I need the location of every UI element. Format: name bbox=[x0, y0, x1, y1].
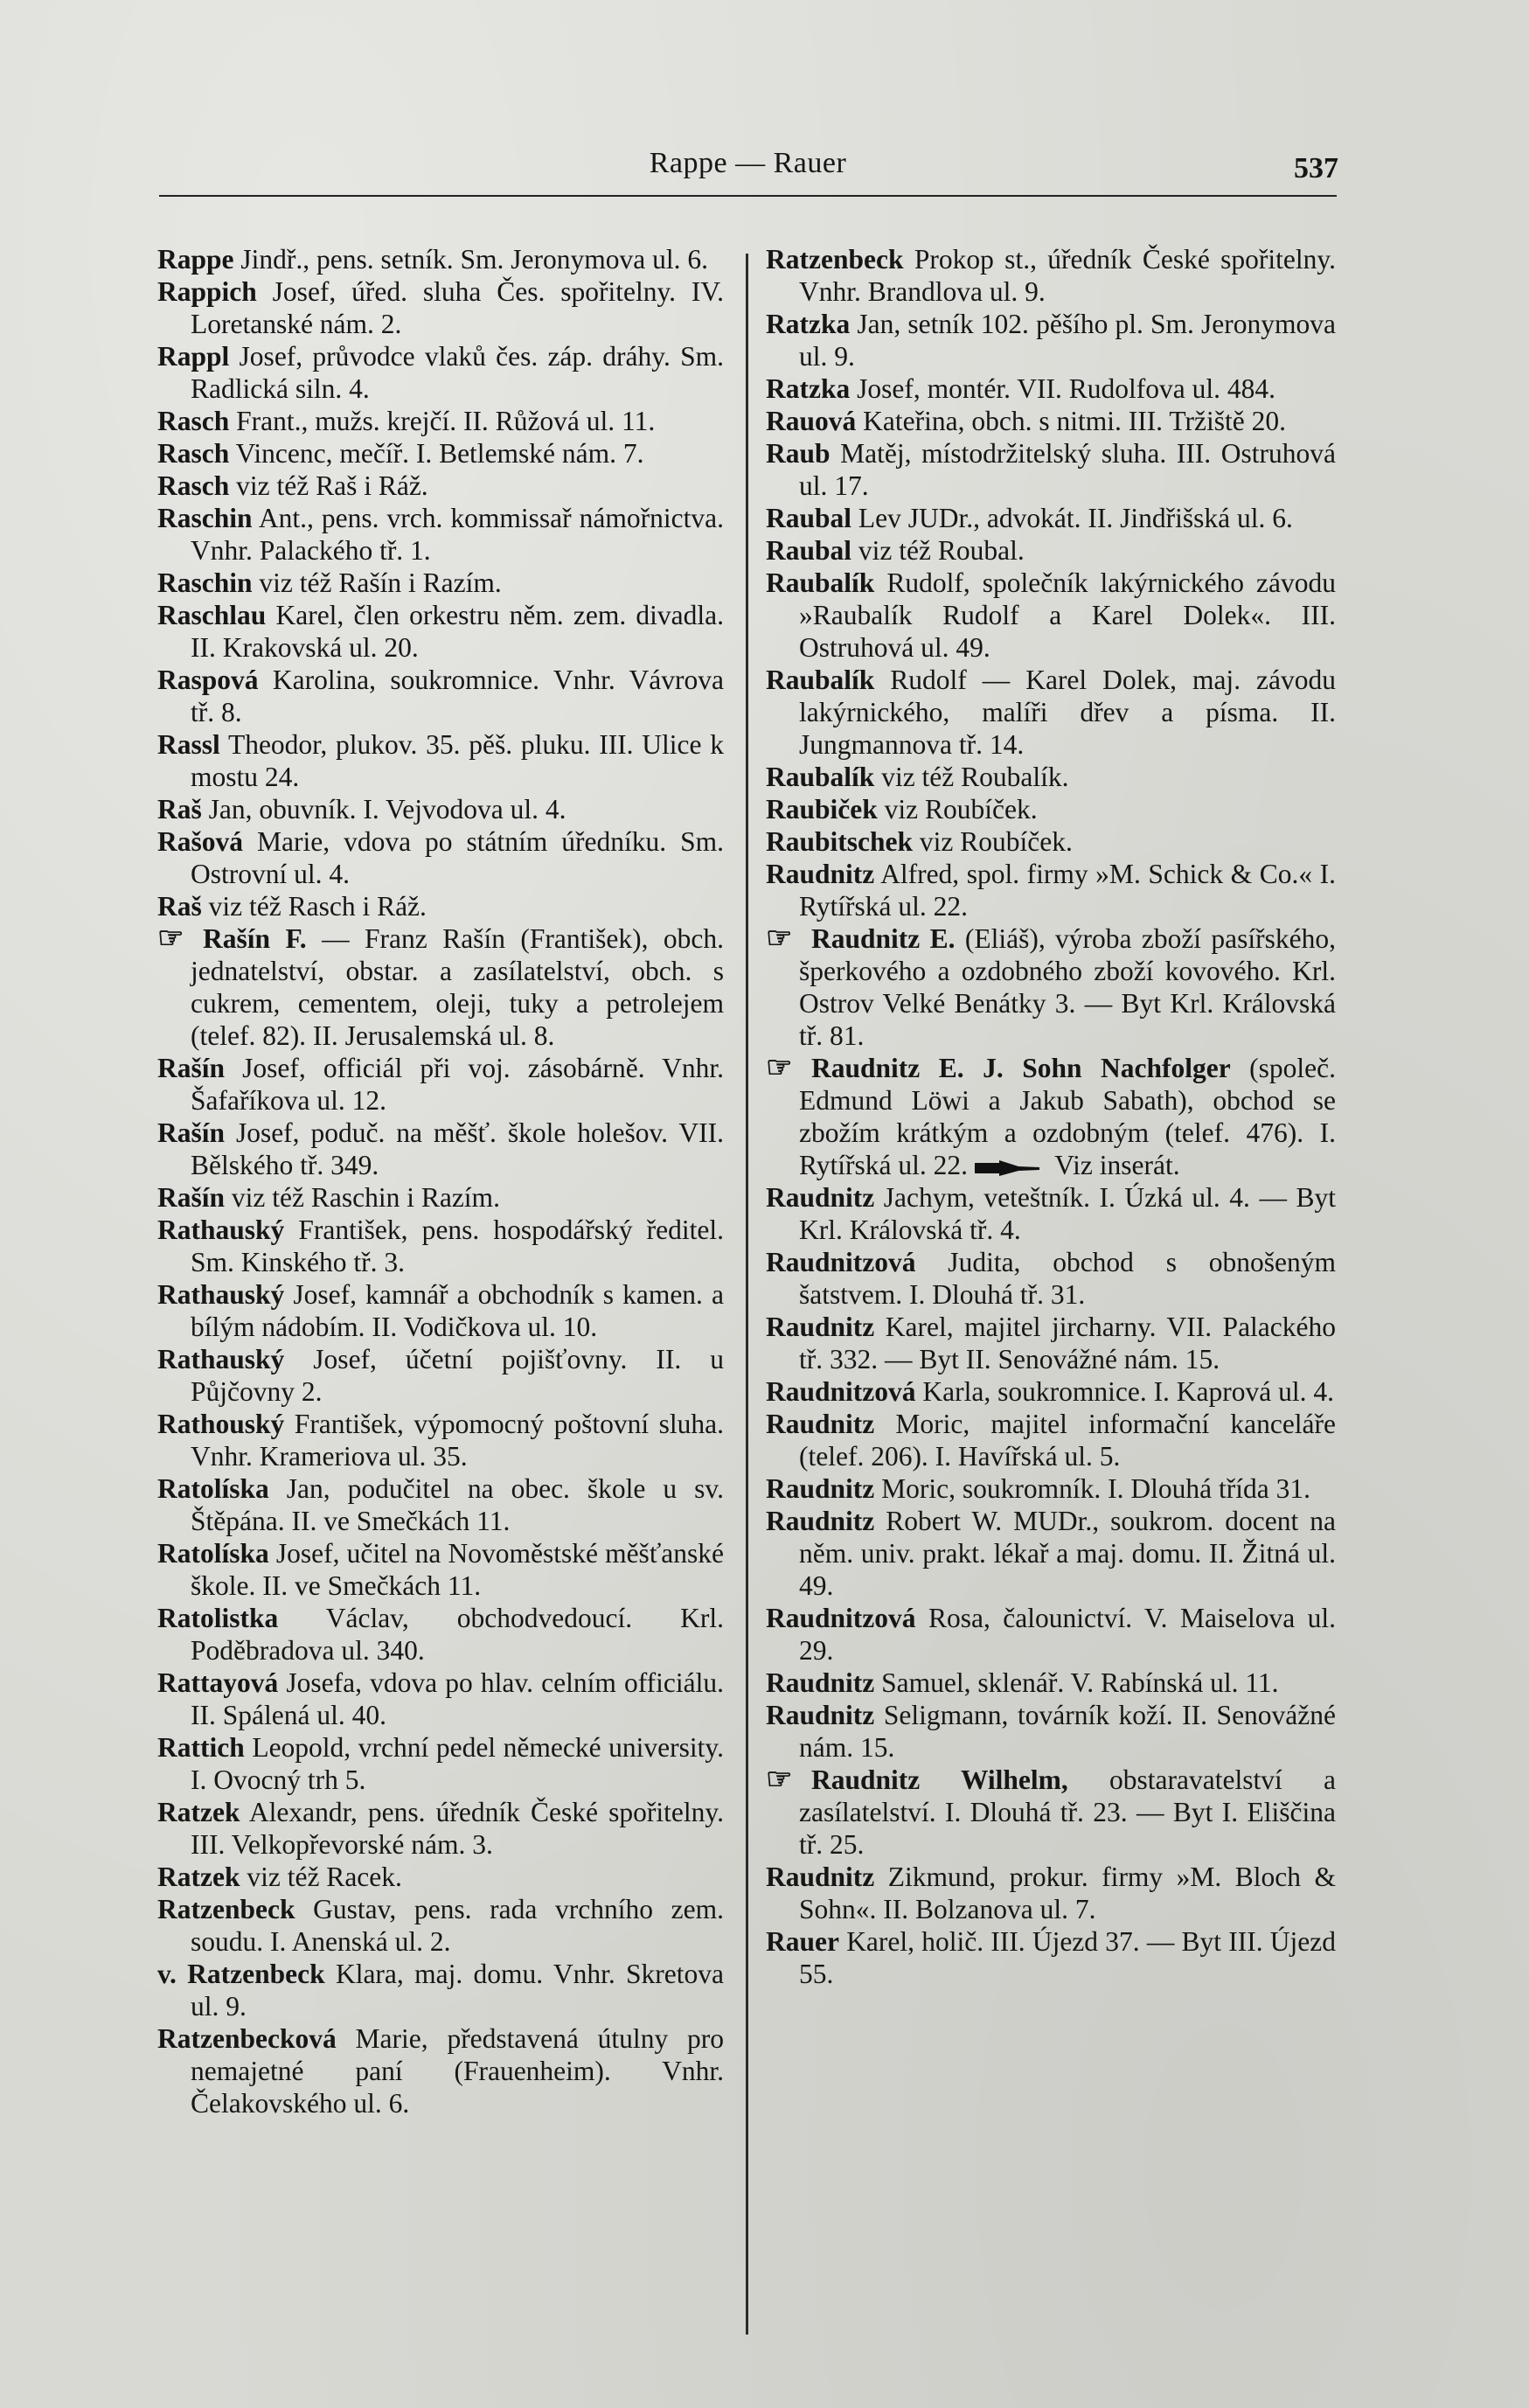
directory-entry bbox=[157, 1602, 724, 1667]
entry-details: Robert W. MUDr., soukrom. docent na něm. univ. prakt. lékař a maj. domu. II. Žitná ul. 49. bbox=[799, 1506, 1336, 1601]
entry-details: František, pens. hospodářský ředitel. Sm. Kinského tř. 3. bbox=[191, 1214, 724, 1277]
entry-details: viz též Rašín i Razím. bbox=[252, 567, 502, 598]
entry-name: Raudnitz bbox=[766, 1312, 875, 1342]
entry-details: Gustav, pens. rada vrchního zem. soudu. I. Anenská ul. 2. bbox=[191, 1894, 724, 1957]
hand-icon: ☞ bbox=[766, 922, 793, 955]
entry-details: Josefa, vdova po hlav. celním officiálu. II. Spálená ul. 40. bbox=[191, 1667, 724, 1730]
entry-details: viz též Raš i Ráž. bbox=[229, 470, 428, 501]
directory-entry bbox=[766, 761, 1336, 793]
entry-details: Lev JUDr., advokát. II. Jindřišská ul. 6. bbox=[851, 503, 1293, 533]
entry-name: Rašín bbox=[157, 1053, 226, 1083]
entry-name: Rassl bbox=[157, 729, 220, 760]
entry-details: Josef, průvodce vlaků čes. záp. dráhy. Sm. Radlická siln. 4. bbox=[191, 341, 724, 404]
entry-name: Ratzenbeck bbox=[766, 244, 904, 275]
entry-details: Karolina, soukromnice. Vnhr. Vávrova tř. 8. bbox=[191, 665, 724, 727]
entry-details: viz Roubíček. bbox=[877, 794, 1038, 825]
directory-entry bbox=[157, 1667, 724, 1731]
entry-details: Josef, úřed. sluha Čes. spořitelny. IV. Loretanské nám. 2. bbox=[191, 276, 724, 339]
entry-name: Raudnitz bbox=[766, 1506, 875, 1536]
entry-details: Moric, soukromník. I. Dlouhá třída 31. bbox=[874, 1473, 1310, 1504]
entry-details: viz Roubíček. bbox=[913, 826, 1073, 857]
entry-name: Raubiček bbox=[766, 794, 878, 825]
directory-entry bbox=[766, 1246, 1336, 1311]
directory-entry bbox=[766, 502, 1336, 534]
right-column bbox=[766, 243, 1336, 1990]
directory-entry bbox=[766, 1181, 1336, 1246]
directory-entry bbox=[157, 1537, 724, 1602]
directory-entry bbox=[766, 922, 1336, 1052]
entry-details: Václav, obchodvedoucí. Krl. Poděbradova ul. 340. bbox=[191, 1603, 724, 1666]
directory-entry bbox=[157, 1472, 724, 1537]
entry-name: Rappich bbox=[157, 276, 257, 307]
directory-entry bbox=[157, 1214, 724, 1278]
entry-details: Jan, podučitel na obec. škole u sv. Štěpána. II. ve Smečkách 11. bbox=[191, 1473, 724, 1536]
entry-name: Raubal bbox=[766, 503, 852, 533]
entry-details: Josef, montér. VII. Rudolfova ul. 484. bbox=[850, 373, 1275, 404]
entry-details: Marie, vdova po státním úředníku. Sm. Ostrovní ul. 4. bbox=[191, 826, 724, 889]
entry-details: Matěj, místodržitelský sluha. III. Ostruhová ul. 17. bbox=[799, 438, 1336, 501]
directory-entry bbox=[766, 243, 1336, 308]
entry-details: Judita, obchod s obnošeným šatstvem. I. Dlouhá tř. 31. bbox=[799, 1247, 1336, 1310]
entry-tail: Viz inserát. bbox=[1047, 1150, 1180, 1180]
entry-details: viz též Raschin i Razím. bbox=[225, 1182, 500, 1213]
entry-details: viz též Racek. bbox=[240, 1862, 402, 1892]
entry-details: Rosa, čalounictví. V. Maiselova ul. 29. bbox=[799, 1603, 1336, 1666]
entry-name: Rauová bbox=[766, 406, 857, 436]
entry-name: Ratzka bbox=[766, 309, 851, 339]
directory-entry bbox=[766, 1699, 1336, 1764]
directory-entry bbox=[766, 405, 1336, 437]
entry-details: Moric, majitel informační kanceláře (telef. 206). I. Havířská ul. 5. bbox=[799, 1409, 1336, 1472]
entry-name: Raubalík bbox=[766, 762, 875, 792]
directory-entry bbox=[157, 1958, 724, 2022]
entry-name: Ratolíska bbox=[157, 1538, 269, 1569]
entry-details: — Franz Rašín (František), obch. jednatelství, obstar. a zasílatelství, obch. s cukrem, cementem, oleji, tuky a petrolejem (telef. 82). II. Jerusalemská ul. 8. bbox=[191, 923, 724, 1051]
hand-icon: ☞ bbox=[766, 1052, 793, 1084]
entry-name: Raubalík bbox=[766, 567, 875, 598]
entry-details: Karla, soukromnice. I. Kaprová ul. 4. bbox=[915, 1376, 1335, 1407]
entry-details: (společ. Edmund Löwi a Jakub Sabath), obchod se zbožím krátkým a ozdobným (telef. 476). I. Rytířská ul. 22. bbox=[799, 1053, 1336, 1180]
directory-entry bbox=[766, 567, 1336, 664]
entry-details: Jindř., pens. setník. Sm. Jeronymova ul. 6. bbox=[233, 244, 708, 275]
entry-details: Frant., mužs. krejčí. II. Růžová ul. 11. bbox=[229, 406, 656, 436]
entry-name: Ratzek bbox=[157, 1862, 240, 1892]
entry-details: Zikmund, prokur. firmy »M. Bloch & Sohn«. II. Bolzanova ul. 7. bbox=[799, 1862, 1336, 1924]
running-title: Rappe — Rauer bbox=[649, 147, 847, 179]
entry-name: Raudnitz bbox=[766, 1473, 875, 1504]
directory-entry bbox=[766, 1505, 1336, 1602]
directory-entry bbox=[157, 243, 724, 275]
entry-details: Seligmann, továrník koží. II. Senovážné nám. 15. bbox=[799, 1700, 1336, 1763]
entry-name: Rauer bbox=[766, 1926, 839, 1957]
entry-details: Prokop st., úředník České spořitelny. Vnhr. Brandlova ul. 9. bbox=[799, 244, 1336, 307]
entry-name: Ratzek bbox=[157, 1797, 240, 1827]
entry-name: Raub bbox=[766, 438, 831, 469]
directory-entry bbox=[157, 1343, 724, 1408]
directory-entry bbox=[157, 275, 724, 340]
left-column bbox=[157, 243, 724, 2119]
directory-entry bbox=[766, 825, 1336, 858]
entry-details: Josef, poduč. na měšť. škole holešov. VII. Bělského tř. 349. bbox=[191, 1117, 724, 1180]
entry-name: v. Ratzenbeck bbox=[157, 1959, 325, 1989]
entry-details: Jachym, veteštník. I. Úzká ul. 4. — Byt Krl. Královská tř. 4. bbox=[799, 1182, 1336, 1245]
directory-entry bbox=[157, 1796, 724, 1861]
entry-details: viz též Roubal. bbox=[851, 535, 1025, 566]
entry-name: Rasch bbox=[157, 406, 230, 436]
directory-entry bbox=[157, 922, 724, 1052]
directory-entry bbox=[157, 825, 724, 890]
directory-entry bbox=[766, 793, 1336, 825]
directory-entry bbox=[157, 470, 724, 502]
directory-entry bbox=[157, 793, 724, 825]
directory-entry bbox=[157, 890, 724, 922]
directory-entry bbox=[157, 1181, 724, 1214]
entry-name: Rathauský bbox=[157, 1344, 285, 1375]
entry-name: Raudnitz bbox=[766, 1700, 875, 1730]
hand-icon: ☞ bbox=[766, 1764, 793, 1796]
entry-details: Rudolf — Karel Dolek, maj. závodu lakýrnického, malíři dřev a písma. II. Jungmannova tř. 14. bbox=[799, 665, 1336, 760]
entry-name: Raudnitz E. bbox=[811, 923, 956, 954]
entry-name: Raudnitz Wilhelm, bbox=[811, 1764, 1068, 1795]
directory-entry bbox=[157, 2022, 724, 2119]
entry-details: Karel, holič. III. Újezd 37. — Byt III. Újezd 55. bbox=[799, 1926, 1336, 1989]
column-divider bbox=[746, 254, 748, 2335]
directory-entry bbox=[766, 1667, 1336, 1699]
directory-entry bbox=[766, 1311, 1336, 1375]
entry-name: Raubal bbox=[766, 535, 852, 566]
entry-name: Rašín F. bbox=[203, 923, 307, 954]
entry-details: Vincenc, mečíř. I. Betlemské nám. 7. bbox=[229, 438, 644, 469]
entry-name: Rappe bbox=[157, 244, 234, 275]
entry-details: viz též Rasch i Ráž. bbox=[201, 891, 427, 922]
directory-entry bbox=[157, 599, 724, 664]
entry-name: Raubitschek bbox=[766, 826, 914, 857]
entry-details: Rudolf, společník lakýrnického závodu »Raubalík Rudolf a Karel Dolek«. III. Ostruhová ul. 49. bbox=[799, 567, 1336, 663]
entry-name: Raudnitzová bbox=[766, 1247, 916, 1277]
entry-name: Raudnitzová bbox=[766, 1603, 916, 1633]
entry-name: Rašín bbox=[157, 1182, 226, 1213]
entry-name: Raudnitzová bbox=[766, 1376, 916, 1407]
entry-name: Rathauský bbox=[157, 1279, 285, 1310]
entry-name: Raš bbox=[157, 891, 202, 922]
directory-entry bbox=[157, 1731, 724, 1796]
directory-entry bbox=[766, 858, 1336, 922]
header-rule bbox=[159, 195, 1337, 197]
entry-details: viz též Roubalík. bbox=[874, 762, 1069, 792]
directory-entry bbox=[157, 437, 724, 470]
entry-name: Rathauský bbox=[157, 1214, 285, 1245]
entry-details: Leopold, vrchní pedel německé university. I. Ovocný trh 5. bbox=[191, 1732, 724, 1795]
entry-details: Josef, účetní pojišťovny. II. u Půjčovny 2. bbox=[191, 1344, 724, 1407]
entry-details: Karel, majitel jircharny. VII. Palackého tř. 332. — Byt II. Senovážné nám. 15. bbox=[799, 1312, 1336, 1375]
entry-name: Raschin bbox=[157, 503, 253, 533]
entry-details: Karel, člen orkestru něm. zem. divadla. II. Krakovská ul. 20. bbox=[191, 600, 724, 663]
directory-entry bbox=[766, 1408, 1336, 1472]
entry-name: Raspová bbox=[157, 665, 259, 695]
directory-entry bbox=[157, 340, 724, 405]
directory-entry bbox=[766, 1925, 1336, 1990]
hand-icon: ☞ bbox=[157, 922, 184, 955]
entry-details: Ant., pens. vrch. kommissař námořnictva. Vnhr. Palackého tř. 1. bbox=[191, 503, 724, 566]
entry-name: Ratolíska bbox=[157, 1473, 269, 1504]
directory-entry bbox=[766, 1052, 1336, 1181]
entry-details: Kateřina, obch. s nitmi. III. Tržiště 20. bbox=[856, 406, 1286, 436]
entry-details: obstaravatelství a zasílatelství. I. Dlouhá tř. 23. — Byt I. Eliščina tř. 25. bbox=[799, 1764, 1336, 1860]
directory-entry bbox=[157, 1278, 724, 1343]
directory-entry bbox=[766, 1375, 1336, 1408]
directory-entry bbox=[157, 1408, 724, 1472]
entry-name: Rathouský bbox=[157, 1409, 285, 1439]
entry-name: Rašín bbox=[157, 1117, 226, 1148]
entry-name: Ratzenbeck bbox=[157, 1894, 295, 1924]
entry-name: Rasch bbox=[157, 438, 230, 469]
entry-details: Alfred, spol. firmy »M. Schick & Co.« I. Rytířská ul. 22. bbox=[799, 859, 1336, 922]
entry-details: Jan, setník 102. pěšího pl. Sm. Jeronymova ul. 9. bbox=[799, 309, 1336, 372]
directory-entry bbox=[157, 1052, 724, 1117]
entry-name: Raudnitz E. J. Sohn Nachfolger bbox=[811, 1053, 1231, 1083]
entry-details: Marie, představená útulny pro nemajetné paní (Frauenheim). Vnhr. Čelakovského ul. 6. bbox=[191, 2023, 724, 2119]
directory-entry bbox=[157, 502, 724, 567]
entry-name: Rappl bbox=[157, 341, 230, 372]
directory-entry bbox=[766, 372, 1336, 405]
directory-entry bbox=[157, 728, 724, 793]
entry-name: Ratolistka bbox=[157, 1603, 279, 1633]
entry-details: Klara, maj. domu. Vnhr. Skretova ul. 9. bbox=[191, 1959, 724, 2022]
pointing-hand-icon bbox=[973, 1159, 1043, 1177]
page-number: 537 bbox=[1294, 152, 1338, 184]
entry-name: Raubalík bbox=[766, 665, 875, 695]
entry-name: Raudnitz bbox=[766, 1862, 875, 1892]
entry-details: Samuel, sklenář. V. Rabínská ul. 11. bbox=[874, 1667, 1279, 1698]
directory-entry bbox=[157, 664, 724, 728]
running-header bbox=[159, 147, 1337, 191]
entry-name: Raschlau bbox=[157, 600, 267, 630]
entry-name: Rattich bbox=[157, 1732, 245, 1763]
entry-details: František, výpomocný poštovní sluha. Vnhr. Krameriova ul. 35. bbox=[191, 1409, 724, 1472]
entry-name: Raš bbox=[157, 794, 202, 825]
directory-entry bbox=[157, 1861, 724, 1893]
entry-name: Ratzka bbox=[766, 373, 851, 404]
entry-name: Rasch bbox=[157, 470, 230, 501]
entry-details: Alexandr, pens. úředník České spořitelny. III. Velkopřevorské nám. 3. bbox=[191, 1797, 724, 1860]
directory-entry bbox=[766, 308, 1336, 372]
entry-name: Raschin bbox=[157, 567, 253, 598]
directory-entry bbox=[766, 1602, 1336, 1667]
directory-entry bbox=[766, 1861, 1336, 1925]
entry-name: Ratzenbecková bbox=[157, 2023, 337, 2054]
entry-name: Rattayová bbox=[157, 1667, 279, 1698]
entry-name: Raudnitz bbox=[766, 1667, 875, 1698]
entry-details: Josef, officiál při voj. zásobárně. Vnhr. Šafaříkova ul. 12. bbox=[191, 1053, 724, 1116]
entry-details: Josef, učitel na Novoměstské měšťanské škole. II. ve Smečkách 11. bbox=[191, 1538, 724, 1601]
directory-entry bbox=[766, 1764, 1336, 1861]
directory-entry bbox=[157, 1893, 724, 1958]
entry-details: Josef, kamnář a obchodník s kamen. a bílým nádobím. II. Vodičkova ul. 10. bbox=[191, 1279, 724, 1342]
directory-entry bbox=[766, 664, 1336, 761]
entry-name: Raudnitz bbox=[766, 1409, 875, 1439]
directory-entry bbox=[766, 437, 1336, 502]
entry-name: Raudnitz bbox=[766, 859, 875, 889]
directory-entry bbox=[157, 567, 724, 599]
directory-entry bbox=[157, 1117, 724, 1181]
directory-entry bbox=[766, 1472, 1336, 1505]
directory-entry bbox=[766, 534, 1336, 567]
entry-name: Rašová bbox=[157, 826, 244, 857]
directory-entry bbox=[157, 405, 724, 437]
entry-details: Theodor, plukov. 35. pěš. pluku. III. Ulice k mostu 24. bbox=[191, 729, 724, 792]
entry-details: (Eliáš), výroba zboží pasířského, šperkového a ozdobného zboží kovového. Krl. Ostrov Velké Benátky 3. — Byt Krl. Královská tř. 81. bbox=[799, 923, 1336, 1051]
entry-details: Jan, obuvník. I. Vejvodova ul. 4. bbox=[201, 794, 566, 825]
entry-name: Raudnitz bbox=[766, 1182, 875, 1213]
